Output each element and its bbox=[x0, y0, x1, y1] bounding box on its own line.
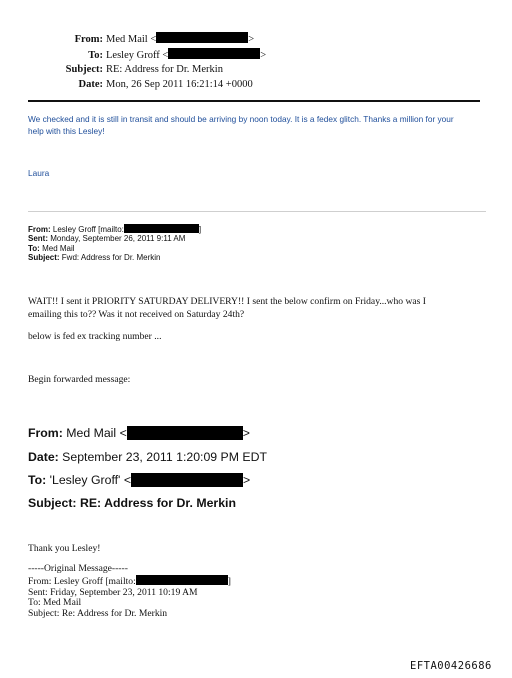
to-close: > bbox=[260, 49, 267, 61]
message-body bbox=[28, 296, 426, 321]
reply-body bbox=[28, 113, 454, 137]
subject-label: Subject: bbox=[65, 64, 103, 75]
forwarded-subject-label: Subject: bbox=[28, 496, 77, 510]
document-id: EFTA00426686 bbox=[410, 660, 492, 672]
forwarded-subject-row bbox=[28, 496, 236, 510]
redaction-bar bbox=[136, 575, 228, 585]
fwd-subject-value: Fwd: Address for Dr. Merkin bbox=[61, 252, 161, 262]
from-close: > bbox=[248, 34, 255, 45]
header-from-row bbox=[0, 32, 266, 48]
begin-forwarded-label: Begin forwarded message: bbox=[28, 374, 131, 385]
redaction-bar bbox=[156, 32, 248, 43]
fwd-to-label: To: bbox=[28, 243, 40, 253]
original-divider: -----Original Message----- bbox=[28, 563, 128, 574]
fwd-to-value: Med Mail bbox=[42, 243, 75, 253]
forwarded-date-row bbox=[28, 450, 267, 464]
date-label: Date: bbox=[78, 78, 103, 90]
forwarded-from-row bbox=[28, 426, 250, 440]
from-label: From: bbox=[74, 34, 103, 45]
forwarded-to-label: To: bbox=[28, 473, 47, 487]
forwarded-subject-value: RE: Address for Dr. Merkin bbox=[79, 496, 236, 510]
fwd-subject-label: Subject: bbox=[28, 252, 60, 262]
forwarded-from-close: > bbox=[242, 426, 250, 440]
fwd-sent-label: Sent: bbox=[28, 234, 48, 244]
forward-header bbox=[28, 224, 201, 262]
header-to-row bbox=[0, 48, 266, 64]
subject-value: RE: Address for Dr. Merkin bbox=[106, 64, 223, 75]
original-from-close: ] bbox=[227, 575, 231, 587]
reply-line: We checked and it is still in transit and should be arriving by noon today. It is a fedex glitch. Thanks a million for your bbox=[28, 114, 454, 124]
forwarded-from-value: Med Mail < bbox=[66, 426, 127, 440]
reply-line: help with this Lesley! bbox=[28, 126, 105, 136]
fwd-from-row bbox=[28, 224, 201, 234]
fwd-from-value: Lesley Groff [mailto: bbox=[52, 225, 124, 234]
fwd-sent-value: Monday, September 26, 2011 9:11 AM bbox=[50, 234, 186, 244]
redaction-bar bbox=[127, 426, 243, 440]
redaction-bar bbox=[168, 48, 260, 59]
original-subject-row: Subject: Re: Address for Dr. Merkin bbox=[28, 608, 168, 620]
header-divider bbox=[28, 100, 480, 102]
forwarded-date-value: September 23, 2011 1:20:09 PM EDT bbox=[62, 450, 268, 464]
original-from-value: From: Lesley Groff [mailto: bbox=[28, 575, 136, 587]
original-sent-row: Sent: Friday, September 23, 2011 10:19 AM bbox=[28, 586, 198, 598]
to-label: To: bbox=[88, 49, 103, 61]
original-to-row: To: Med Mail bbox=[28, 597, 82, 609]
forwarded-to-row bbox=[28, 473, 250, 487]
forwarded-to-value: 'Lesley Groff' < bbox=[49, 473, 132, 487]
header-subject-row bbox=[0, 63, 266, 78]
redaction-bar bbox=[131, 473, 243, 487]
fwd-subject-row bbox=[28, 253, 201, 262]
fwd-from-close: ] bbox=[198, 225, 202, 234]
reply-divider bbox=[28, 211, 486, 212]
message-line: emailing this to?? Was it not received on Saturday 24th? bbox=[28, 308, 245, 320]
header-date-row bbox=[0, 78, 266, 93]
to-value: Lesley Groff < bbox=[106, 49, 169, 61]
reply-signature: Laura bbox=[28, 168, 50, 178]
redaction-bar bbox=[124, 224, 202, 234]
original-message bbox=[28, 564, 231, 620]
forwarded-to-close: > bbox=[243, 473, 251, 487]
top-email-header bbox=[0, 32, 266, 92]
tracking-note: below is fed ex tracking number ... bbox=[28, 331, 162, 342]
forwarded-date-label: Date: bbox=[28, 450, 59, 464]
date-value: Mon, 26 Sep 2011 16:21:14 +0000 bbox=[106, 78, 253, 90]
from-value: Med Mail < bbox=[106, 34, 157, 45]
fwd-sent-row bbox=[28, 234, 201, 243]
original-from-row bbox=[28, 575, 231, 588]
forwarded-from-label: From: bbox=[28, 426, 63, 440]
thank-you-line: Thank you Lesley! bbox=[28, 543, 101, 554]
fwd-from-label: From: bbox=[28, 225, 51, 234]
message-line: WAIT!! I sent it PRIORITY SATURDAY DELIVERY!! I sent the below confirm on Friday...who was I bbox=[28, 296, 426, 307]
fwd-to-row bbox=[28, 244, 201, 253]
